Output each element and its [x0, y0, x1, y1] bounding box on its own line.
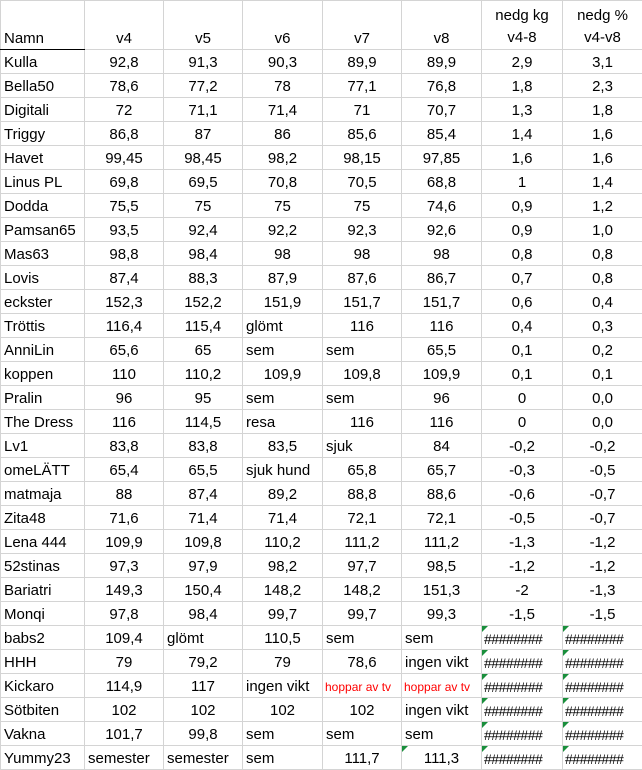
header-pct[interactable] [563, 1, 642, 50]
table-row [1, 674, 642, 698]
cell-v5[interactable]: 98,4 [164, 602, 243, 626]
cell-v5[interactable]: 115,4 [164, 314, 243, 338]
cell-name[interactable]: Lena 444 [1, 530, 85, 554]
cell-v5[interactable]: 92,4 [164, 218, 243, 242]
cell-v8[interactable]: 72,1 [402, 506, 482, 530]
table-row [1, 530, 642, 554]
cell-v5[interactable]: 65 [164, 338, 243, 362]
table-row [1, 122, 642, 146]
cell-kg[interactable]: ######## [482, 746, 563, 770]
header-v7[interactable]: v7 [323, 1, 402, 50]
cell-v4[interactable]: 96 [85, 386, 164, 410]
cell-v4[interactable]: 110 [85, 362, 164, 386]
cell-name[interactable]: Bella50 [1, 74, 85, 98]
cell-v6[interactable]: 151,9 [243, 290, 323, 314]
header-v8[interactable]: v8 [402, 1, 482, 50]
cell-kg[interactable]: 0 [482, 410, 563, 434]
cell-v7[interactable]: sem [323, 386, 402, 410]
cell-pct[interactable]: ######## [563, 650, 642, 674]
cell-v4[interactable]: 87,4 [85, 266, 164, 290]
cell-v5[interactable]: 83,8 [164, 434, 243, 458]
cell-pct[interactable]: 1,4 [563, 170, 642, 194]
cell-v8[interactable]: 98,5 [402, 554, 482, 578]
table-row [1, 698, 642, 722]
cell-v4[interactable]: 97,3 [85, 554, 164, 578]
cell-v6[interactable]: 78 [243, 74, 323, 98]
cell-v4[interactable]: 116 [85, 410, 164, 434]
cell-kg[interactable]: -1,5 [482, 602, 563, 626]
cell-v7[interactable]: 87,6 [323, 266, 402, 290]
cell-v4[interactable]: 92,8 [85, 50, 164, 74]
cell-v6[interactable]: sem [243, 746, 323, 770]
cell-name[interactable]: koppen [1, 362, 85, 386]
cell-v4[interactable]: 116,4 [85, 314, 164, 338]
cell-kg[interactable]: ######## [482, 722, 563, 746]
cell-v7[interactable]: sem [323, 338, 402, 362]
cell-v4[interactable]: 114,9 [85, 674, 164, 698]
cell-v5[interactable]: 152,2 [164, 290, 243, 314]
cell-v4[interactable]: 79 [85, 650, 164, 674]
cell-v7[interactable]: 98 [323, 242, 402, 266]
cell-kg[interactable]: 0,1 [482, 362, 563, 386]
header-pct-line2: v4-v8 [566, 27, 639, 49]
cell-v8[interactable]: 98 [402, 242, 482, 266]
table-row [1, 98, 642, 122]
cell-pct[interactable]: ######## [563, 722, 642, 746]
table-row [1, 290, 642, 314]
cell-v8[interactable]: 84 [402, 434, 482, 458]
table-row [1, 74, 642, 98]
cell-pct[interactable]: 0,1 [563, 362, 642, 386]
cell-v5[interactable]: 79,2 [164, 650, 243, 674]
cell-v4[interactable]: 99,45 [85, 146, 164, 170]
cell-v8[interactable]: 65,5 [402, 338, 482, 362]
cell-pct[interactable]: -1,2 [563, 554, 642, 578]
cell-pct[interactable]: -1,3 [563, 578, 642, 602]
table-row [1, 410, 642, 434]
cell-name[interactable]: Digitali [1, 98, 85, 122]
table-row [1, 338, 642, 362]
cell-pct[interactable]: -1,5 [563, 602, 642, 626]
cell-v8[interactable]: 151,7 [402, 290, 482, 314]
cell-v6[interactable]: 89,2 [243, 482, 323, 506]
cell-v7[interactable]: sjuk [323, 434, 402, 458]
cell-v7[interactable]: 77,1 [323, 74, 402, 98]
cell-kg[interactable]: 0 [482, 386, 563, 410]
cell-v5[interactable]: 69,5 [164, 170, 243, 194]
cell-v5[interactable]: 91,3 [164, 50, 243, 74]
table-row [1, 242, 642, 266]
cell-kg[interactable]: 0,6 [482, 290, 563, 314]
table-row [1, 194, 642, 218]
table-row [1, 218, 642, 242]
cell-v7[interactable]: 148,2 [323, 578, 402, 602]
table-row [1, 434, 642, 458]
cell-name[interactable]: Dodda [1, 194, 85, 218]
cell-v5[interactable]: 71,4 [164, 506, 243, 530]
table-row [1, 458, 642, 482]
cell-pct[interactable]: 1,6 [563, 122, 642, 146]
cell-name[interactable]: eckster [1, 290, 85, 314]
cell-kg[interactable]: 1 [482, 170, 563, 194]
cell-v5[interactable]: 102 [164, 698, 243, 722]
cell-kg[interactable]: -0,2 [482, 434, 563, 458]
table-row [1, 650, 642, 674]
cell-v6[interactable]: 148,2 [243, 578, 323, 602]
cell-pct[interactable]: 0,8 [563, 242, 642, 266]
cell-v7[interactable]: sem [323, 722, 402, 746]
cell-v7[interactable]: 116 [323, 410, 402, 434]
cell-v4[interactable]: 65,4 [85, 458, 164, 482]
table-row [1, 266, 642, 290]
cell-v7[interactable]: sem [323, 626, 402, 650]
cell-kg[interactable]: -2 [482, 578, 563, 602]
cell-v4[interactable]: 72 [85, 98, 164, 122]
cell-v6[interactable]: 109,9 [243, 362, 323, 386]
cell-kg[interactable]: 0,1 [482, 338, 563, 362]
cell-pct[interactable]: ######## [563, 698, 642, 722]
cell-v8[interactable]: 86,7 [402, 266, 482, 290]
cell-name[interactable]: Linus PL [1, 170, 85, 194]
cell-v6[interactable]: 83,5 [243, 434, 323, 458]
cell-v5[interactable]: 98,4 [164, 242, 243, 266]
cell-name[interactable]: Sötbiten [1, 698, 85, 722]
cell-pct[interactable]: ######## [563, 626, 642, 650]
cell-v6[interactable]: 98 [243, 242, 323, 266]
cell-v6[interactable]: 70,8 [243, 170, 323, 194]
cell-v5[interactable]: 97,9 [164, 554, 243, 578]
cell-v7[interactable]: 151,7 [323, 290, 402, 314]
table-row [1, 506, 642, 530]
cell-kg[interactable]: -1,3 [482, 530, 563, 554]
header-v4[interactable]: v4 [85, 1, 164, 50]
cell-kg[interactable]: -1,2 [482, 554, 563, 578]
cell-v7[interactable]: 98,15 [323, 146, 402, 170]
cell-kg[interactable]: 0,4 [482, 314, 563, 338]
cell-kg[interactable]: 1,8 [482, 74, 563, 98]
cell-pct[interactable]: 1,0 [563, 218, 642, 242]
cell-v5[interactable]: 95 [164, 386, 243, 410]
cell-name[interactable]: Pralin [1, 386, 85, 410]
cell-v6[interactable]: 110,5 [243, 626, 323, 650]
table-row [1, 50, 642, 74]
cell-pct[interactable]: 1,8 [563, 98, 642, 122]
table-row [1, 386, 642, 410]
cell-v6[interactable]: resa [243, 410, 323, 434]
cell-v5[interactable]: 88,3 [164, 266, 243, 290]
cell-v6[interactable]: 90,3 [243, 50, 323, 74]
cell-v4[interactable]: 93,5 [85, 218, 164, 242]
cell-pct[interactable]: 2,3 [563, 74, 642, 98]
cell-v5[interactable]: 71,1 [164, 98, 243, 122]
cell-v4[interactable]: 65,6 [85, 338, 164, 362]
cell-pct[interactable]: ######## [563, 746, 642, 770]
cell-v8[interactable]: 116 [402, 314, 482, 338]
cell-v7[interactable]: 70,5 [323, 170, 402, 194]
cell-v5[interactable]: 110,2 [164, 362, 243, 386]
cell-kg[interactable]: 0,9 [482, 218, 563, 242]
table-row [1, 602, 642, 626]
header-name[interactable]: Namn [1, 1, 85, 50]
cell-v5[interactable]: 65,5 [164, 458, 243, 482]
cell-kg[interactable]: -0,6 [482, 482, 563, 506]
table-row [1, 146, 642, 170]
cell-v4[interactable]: 88 [85, 482, 164, 506]
cell-v5[interactable]: 77,2 [164, 74, 243, 98]
cell-v8[interactable]: 74,6 [402, 194, 482, 218]
cell-name[interactable]: Pamsan65 [1, 218, 85, 242]
cell-v4[interactable]: 86,8 [85, 122, 164, 146]
table-row [1, 746, 642, 770]
cell-kg[interactable]: 2,9 [482, 50, 563, 74]
cell-pct[interactable]: 0,4 [563, 290, 642, 314]
cell-name[interactable]: matmaja [1, 482, 85, 506]
cell-v8[interactable]: sem [402, 626, 482, 650]
cell-v5[interactable]: 109,8 [164, 530, 243, 554]
cell-name[interactable]: Tröttis [1, 314, 85, 338]
cell-pct[interactable]: 0,2 [563, 338, 642, 362]
cell-name[interactable]: Zita48 [1, 506, 85, 530]
header-kg-line2: v4-8 [485, 27, 559, 49]
cell-v8[interactable]: 96 [402, 386, 482, 410]
cell-name[interactable]: Lovis [1, 266, 85, 290]
cell-v5[interactable]: 117 [164, 674, 243, 698]
cell-name[interactable]: Havet [1, 146, 85, 170]
cell-v5[interactable]: 99,8 [164, 722, 243, 746]
cell-v4[interactable]: 101,7 [85, 722, 164, 746]
cell-v6[interactable]: sem [243, 722, 323, 746]
header-row [1, 1, 642, 50]
cell-pct[interactable]: -0,7 [563, 482, 642, 506]
header-kg[interactable] [482, 1, 563, 50]
table-row [1, 722, 642, 746]
cell-name[interactable]: The Dress [1, 410, 85, 434]
cell-v4[interactable]: 109,9 [85, 530, 164, 554]
cell-v6[interactable]: 99,7 [243, 602, 323, 626]
cell-v6[interactable]: 92,2 [243, 218, 323, 242]
cell-name[interactable]: babs2 [1, 626, 85, 650]
cell-v4[interactable]: 71,6 [85, 506, 164, 530]
header-v5[interactable]: v5 [164, 1, 243, 50]
cell-v4[interactable]: 69,8 [85, 170, 164, 194]
cell-pct[interactable]: 1,6 [563, 146, 642, 170]
cell-v8[interactable]: 65,7 [402, 458, 482, 482]
cell-v6[interactable]: sjuk hund [243, 458, 323, 482]
table-row [1, 362, 642, 386]
cell-kg[interactable]: ######## [482, 674, 563, 698]
cell-kg[interactable]: -0,5 [482, 506, 563, 530]
cell-v6[interactable]: 110,2 [243, 530, 323, 554]
cell-pct[interactable]: 0,0 [563, 386, 642, 410]
cell-pct[interactable]: 3,1 [563, 50, 642, 74]
cell-v5[interactable]: 150,4 [164, 578, 243, 602]
cell-v8[interactable]: ingen vikt [402, 698, 482, 722]
cell-v7[interactable]: 109,8 [323, 362, 402, 386]
cell-pct[interactable]: 0,0 [563, 410, 642, 434]
cell-v5[interactable]: 87 [164, 122, 243, 146]
cell-v7[interactable]: 65,8 [323, 458, 402, 482]
cell-kg[interactable]: 1,3 [482, 98, 563, 122]
cell-v8[interactable]: 151,3 [402, 578, 482, 602]
cell-v7[interactable]: hoppar av tv [323, 674, 402, 698]
cell-v7[interactable]: 99,7 [323, 602, 402, 626]
cell-v7[interactable]: 72,1 [323, 506, 402, 530]
cell-v8[interactable]: 109,9 [402, 362, 482, 386]
cell-v7[interactable]: 111,2 [323, 530, 402, 554]
cell-v7[interactable]: 97,7 [323, 554, 402, 578]
cell-v8[interactable]: 111,2 [402, 530, 482, 554]
header-pct-line1: nedg % [566, 5, 639, 27]
cell-v8[interactable]: 76,8 [402, 74, 482, 98]
cell-name[interactable]: Kulla [1, 50, 85, 74]
cell-v6[interactable]: sem [243, 338, 323, 362]
cell-v8[interactable]: 89,9 [402, 50, 482, 74]
cell-v6[interactable]: 102 [243, 698, 323, 722]
cell-v4[interactable]: 78,6 [85, 74, 164, 98]
cell-kg[interactable]: 1,6 [482, 146, 563, 170]
cell-v8[interactable]: 85,4 [402, 122, 482, 146]
table-row [1, 482, 642, 506]
cell-pct[interactable]: -0,7 [563, 506, 642, 530]
table-row [1, 578, 642, 602]
cell-v8[interactable]: 97,85 [402, 146, 482, 170]
cell-v4[interactable]: 152,3 [85, 290, 164, 314]
cell-v4[interactable]: 109,4 [85, 626, 164, 650]
cell-kg[interactable]: -0,3 [482, 458, 563, 482]
cell-v4[interactable]: 75,5 [85, 194, 164, 218]
cell-v5[interactable]: 87,4 [164, 482, 243, 506]
cell-v5[interactable]: 75 [164, 194, 243, 218]
cell-v4[interactable]: 83,8 [85, 434, 164, 458]
table-row [1, 626, 642, 650]
cell-v4[interactable]: 102 [85, 698, 164, 722]
cell-name[interactable]: Triggy [1, 122, 85, 146]
cell-v4[interactable]: 149,3 [85, 578, 164, 602]
cell-kg[interactable]: ######## [482, 626, 563, 650]
cell-kg[interactable]: 0,9 [482, 194, 563, 218]
cell-name[interactable]: Mas63 [1, 242, 85, 266]
cell-kg[interactable]: 0,7 [482, 266, 563, 290]
cell-v4[interactable]: 98,8 [85, 242, 164, 266]
cell-v8[interactable]: 68,8 [402, 170, 482, 194]
cell-v7[interactable]: 102 [323, 698, 402, 722]
cell-v7[interactable]: 78,6 [323, 650, 402, 674]
table-row [1, 314, 642, 338]
table-body [1, 1, 642, 770]
cell-name[interactable]: Kickaro [1, 674, 85, 698]
cell-v8[interactable]: 92,6 [402, 218, 482, 242]
cell-pct[interactable]: ######## [563, 674, 642, 698]
cell-v5[interactable]: semester [164, 746, 243, 770]
cell-v7[interactable]: 88,8 [323, 482, 402, 506]
cell-name[interactable]: Monqi [1, 602, 85, 626]
table-row [1, 554, 642, 578]
cell-v6[interactable]: 87,9 [243, 266, 323, 290]
cell-v8[interactable]: sem [402, 722, 482, 746]
cell-v5[interactable]: 114,5 [164, 410, 243, 434]
cell-pct[interactable]: -1,2 [563, 530, 642, 554]
cell-name[interactable]: Yummy23 [1, 746, 85, 770]
cell-name[interactable]: Vakna [1, 722, 85, 746]
cell-kg[interactable]: ######## [482, 698, 563, 722]
cell-v6[interactable]: 79 [243, 650, 323, 674]
cell-v7[interactable]: 89,9 [323, 50, 402, 74]
cell-name[interactable]: AnniLin [1, 338, 85, 362]
cell-v7[interactable]: 116 [323, 314, 402, 338]
cell-v7[interactable]: 92,3 [323, 218, 402, 242]
cell-name[interactable]: 52stinas [1, 554, 85, 578]
cell-v7[interactable]: 111,7 [323, 746, 402, 770]
cell-v6[interactable]: sem [243, 386, 323, 410]
cell-kg[interactable]: 0,8 [482, 242, 563, 266]
cell-v7[interactable]: 75 [323, 194, 402, 218]
cell-v8[interactable]: 99,3 [402, 602, 482, 626]
cell-v8[interactable]: 111,3 [402, 746, 482, 770]
cell-pct[interactable]: 1,2 [563, 194, 642, 218]
header-v6[interactable]: v6 [243, 1, 323, 50]
cell-v4[interactable]: 97,8 [85, 602, 164, 626]
cell-pct[interactable]: -0,2 [563, 434, 642, 458]
cell-kg[interactable]: ######## [482, 650, 563, 674]
cell-kg[interactable]: 1,4 [482, 122, 563, 146]
cell-v8[interactable]: 116 [402, 410, 482, 434]
cell-v6[interactable]: 75 [243, 194, 323, 218]
cell-v6[interactable]: ingen vikt [243, 674, 323, 698]
cell-v6[interactable]: 71,4 [243, 98, 323, 122]
table-row [1, 170, 642, 194]
cell-name[interactable]: omeLÄTT [1, 458, 85, 482]
cell-v6[interactable]: 98,2 [243, 146, 323, 170]
header-kg-line1: nedg kg [485, 5, 559, 27]
cell-name[interactable]: Lv1 [1, 434, 85, 458]
cell-pct[interactable]: -0,5 [563, 458, 642, 482]
cell-name[interactable]: HHH [1, 650, 85, 674]
cell-v8[interactable]: 70,7 [402, 98, 482, 122]
cell-pct[interactable]: 0,8 [563, 266, 642, 290]
cell-v5[interactable]: glömt [164, 626, 243, 650]
cell-name[interactable]: Bariatri [1, 578, 85, 602]
cell-v7[interactable]: 71 [323, 98, 402, 122]
cell-v8[interactable]: ingen vikt [402, 650, 482, 674]
cell-pct[interactable]: 0,3 [563, 314, 642, 338]
cell-v7[interactable]: 85,6 [323, 122, 402, 146]
cell-v6[interactable]: 71,4 [243, 506, 323, 530]
cell-v8[interactable]: hoppar av tv [402, 674, 482, 698]
cell-v6[interactable]: 86 [243, 122, 323, 146]
cell-v4[interactable]: semester [85, 746, 164, 770]
cell-v6[interactable]: glömt [243, 314, 323, 338]
cell-v6[interactable]: 98,2 [243, 554, 323, 578]
cell-v8[interactable]: 88,6 [402, 482, 482, 506]
cell-v5[interactable]: 98,45 [164, 146, 243, 170]
